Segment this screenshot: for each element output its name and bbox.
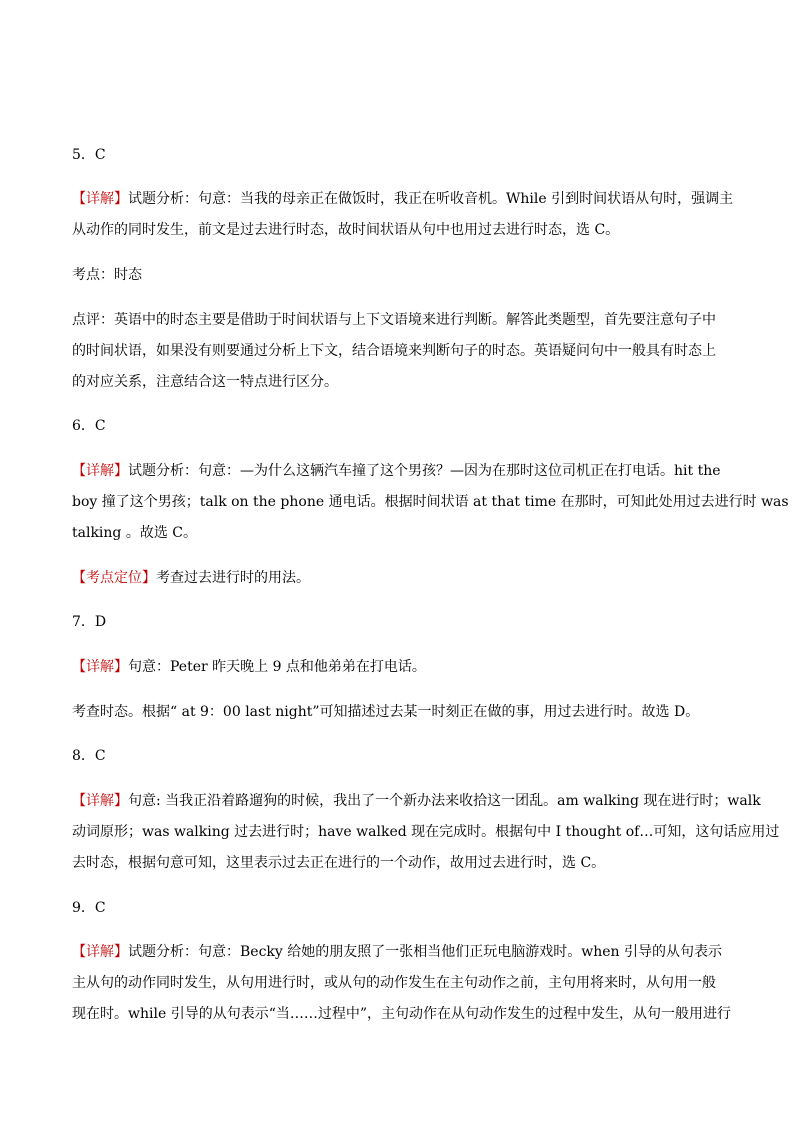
detail-6-line-2: boy 撞了这个男孩；talk on the phone 通电话。根据时间状语 at that time 在那时，可知此处用过去进行时 was: [72, 494, 789, 510]
kaodian-tag: 【考点定位】: [72, 570, 156, 586]
answer-6: 6．C: [72, 418, 106, 434]
answer-9: 9．C: [72, 900, 106, 916]
kaodian-dingwei-6: 【考点定位】考查过去进行时的用法。: [72, 570, 310, 586]
detail-tag: 【详解】: [72, 191, 128, 207]
detail-tag: 【详解】: [72, 659, 128, 675]
detail-9-line-2: 主从句的动作同时发生，从句用进行时，或从句的动作发生在主句动作之前，主句用将来时，从句用一般: [72, 975, 716, 991]
detail-tag: 【详解】: [72, 793, 128, 809]
detail-6-line-3: talking 。故选 C。: [72, 525, 198, 541]
dianping-5-line-2: 的时间状语，如果没有则要通过分析上下文，结合语境来判断句子的时态。英语疑问句中一般具有时态上: [72, 343, 716, 359]
answer-5: 5．C: [72, 147, 106, 163]
answer-8: 8．C: [72, 748, 106, 764]
detail-tag: 【详解】: [72, 463, 128, 479]
dianping-5-line-3: 的对应关系，注意结合这一特点进行区分。: [72, 374, 338, 390]
detail-5-line-1: 【详解】试题分析：句意：当我的母亲正在做饭时，我正在听收音机。While 引到时间状语从句时，强调主: [72, 191, 734, 207]
extra-7-line-1: 考查时态。根据“ at 9：00 last night”可知描述过去某一时刻正在做的事，用过去进行时。故选 D。: [72, 704, 700, 720]
kaodian-5: 考点：时态: [72, 267, 142, 283]
detail-7-line-1: 【详解】句意：Peter 昨天晚上 9 点和他弟弟在打电话。: [72, 659, 426, 675]
detail-9-line-3: 现在时。while 引导的从句表示“当……过程中”，主句动作在从句动作发生的过程中发生，从句一般用进行: [72, 1006, 732, 1022]
detail-8-line-3: 去时态，根据句意可知，这里表示过去正在进行的一个动作，故用过去进行时，选 C。: [72, 855, 606, 871]
detail-9-line-1: 【详解】试题分析：句意：Becky 给她的朋友照了一张相当他们正玩电脑游戏时。when 引导的从句表示: [72, 944, 723, 960]
answer-7: 7．D: [72, 614, 107, 630]
detail-8-line-1: 【详解】句意: 当我正沿着路遛狗的时候，我出了一个新办法来收拾这一团乱。am walking 现在进行时；walk: [72, 793, 761, 809]
detail-6-line-1: 【详解】试题分析：句意：—为什么这辆汽车撞了这个男孩？—因为在那时这位司机正在打电话。hit the: [72, 463, 721, 479]
detail-5-line-2: 从动作的同时发生，前文是过去进行时态，故时间状语从句中也用过去进行时态，选 C。: [72, 222, 620, 238]
detail-8-line-2: 动词原形；was walking 过去进行时；have walked 现在完成时。根据句中 I thought of…可知，这句话应用过: [72, 824, 780, 840]
dianping-5-line-1: 点评：英语中的时态主要是借助于时间状语与上下文语境来进行判断。解答此类题型，首先要注意句子中: [72, 312, 716, 328]
detail-tag: 【详解】: [72, 944, 128, 960]
